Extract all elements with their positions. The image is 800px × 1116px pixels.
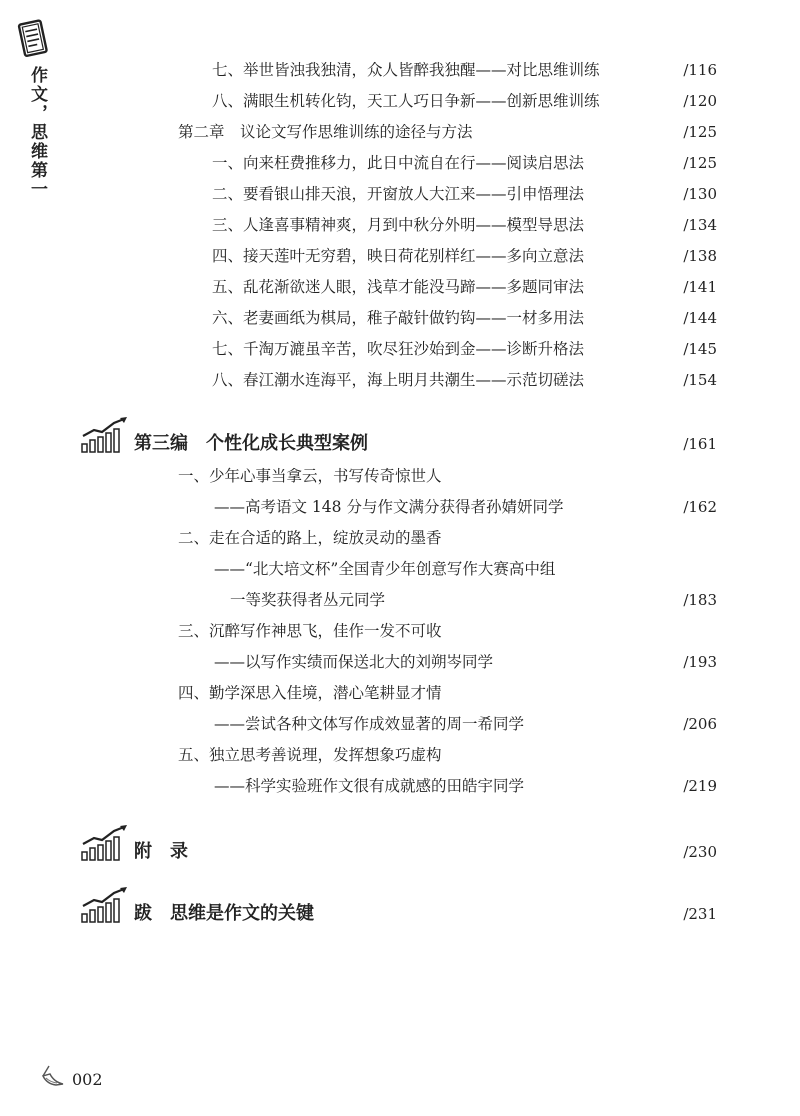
appendix-title[interactable]: 附 录 [134, 841, 188, 862]
page-number: 002 [72, 1070, 103, 1089]
toc-entry-page: /219 [683, 777, 717, 795]
toc-entry-page: /193 [683, 653, 717, 671]
toc-chapter-heading[interactable]: 第二章 议论文写作思维训练的途径与方法 [178, 123, 473, 141]
appendix-page: /230 [683, 843, 717, 861]
afterword-title[interactable]: 跋 思维是作文的关键 [134, 903, 314, 924]
toc-case-title[interactable]: 三、沉醉写作神思飞，佳作一发不可收 [178, 622, 442, 640]
toc-entry-text[interactable]: 六、老妻画纸为棋局，稚子敲针做钓钩——一材多用法 [212, 309, 585, 327]
toc-case-title[interactable]: 一、少年心事当拿云，书写传奇惊世人 [178, 467, 442, 485]
toc-entry-text[interactable]: 三、人逢喜事精神爽，月到中秋分外明——模型导思法 [212, 216, 585, 234]
toc-entry-page: /145 [683, 340, 717, 358]
toc-case-subtitle[interactable]: ——以写作实绩而保送北大的刘朔岑同学 [214, 653, 494, 671]
toc-case-subtitle[interactable]: ——科学实验班作文很有成就感的田皓宇同学 [214, 777, 525, 795]
toc-case-subtitle[interactable]: ——“北大培文杯”全国青少年创意写作大赛高中组 [214, 560, 556, 578]
afterword-page: /231 [683, 905, 717, 923]
toc-entry-text[interactable]: 一、向来枉费推移力，此日中流自在行——阅读启思法 [212, 154, 585, 172]
growth-chart-icon [80, 824, 130, 862]
toc-entry-page: /125 [683, 123, 717, 141]
toc-entry-page: /130 [683, 185, 717, 203]
toc-entry-page: /144 [683, 309, 717, 327]
toc-case-title[interactable]: 二、走在合适的路上，绽放灵动的墨香 [178, 529, 442, 547]
toc-entry-page: /162 [683, 498, 717, 516]
book-title-vertical: 作文，思维第一 [27, 66, 47, 199]
toc-entry-text[interactable]: 八、满眼生机转化钧，天工人巧日争新——创新思维训练 [212, 92, 600, 110]
toc-case-subtitle[interactable]: ——高考语文 148 分与作文满分获得者孙婧妍同学 [214, 498, 564, 516]
growth-chart-icon [80, 886, 130, 924]
toc-case-title[interactable]: 四、勤学深思入佳境，潜心笔耕显才情 [178, 684, 442, 702]
toc-entry-page: /183 [683, 591, 717, 609]
toc-entry-page: /141 [683, 278, 717, 296]
toc-entry-page: /120 [683, 92, 717, 110]
toc-case-subtitle-cont[interactable]: 一等奖获得者丛元同学 [230, 591, 386, 609]
toc-entry-page: /154 [683, 371, 717, 389]
toc-case-subtitle[interactable]: ——尝试各种文体写作成效显著的周一希同学 [214, 715, 525, 733]
toc-entry-page: /125 [683, 154, 717, 172]
toc-entry-page: /138 [683, 247, 717, 265]
toc-case-title[interactable]: 五、独立思考善说理，发挥想象巧虚构 [178, 746, 442, 764]
toc-entry-page: /134 [683, 216, 717, 234]
toc-entry-page: /206 [683, 715, 717, 733]
toc-entry-page: /116 [683, 61, 717, 79]
toc-entry-text[interactable]: 五、乱花渐欲迷人眼，浅草才能没马蹄——多题同审法 [212, 278, 585, 296]
book-icon [16, 18, 52, 60]
toc-entry-text[interactable]: 二、要看银山排天浪，开窗放人大江来——引申悟理法 [212, 185, 585, 203]
growth-chart-icon [80, 416, 130, 454]
toc-entry-text[interactable]: 七、举世皆浊我独清，众人皆醉我独醒——对比思维训练 [212, 61, 600, 79]
part-three-title[interactable]: 第三编 个性化成长典型案例 [134, 433, 368, 454]
toc-entry-text[interactable]: 四、接天莲叶无穷碧，映日荷花别样红——多向立意法 [212, 247, 585, 265]
quill-icon [40, 1062, 66, 1088]
part-three-page: /161 [683, 435, 717, 453]
toc-entry-text[interactable]: 八、春江潮水连海平，海上明月共潮生——示范切磋法 [212, 371, 585, 389]
toc-entry-text[interactable]: 七、千淘万漉虽辛苦，吹尽狂沙始到金——诊断升格法 [212, 340, 585, 358]
